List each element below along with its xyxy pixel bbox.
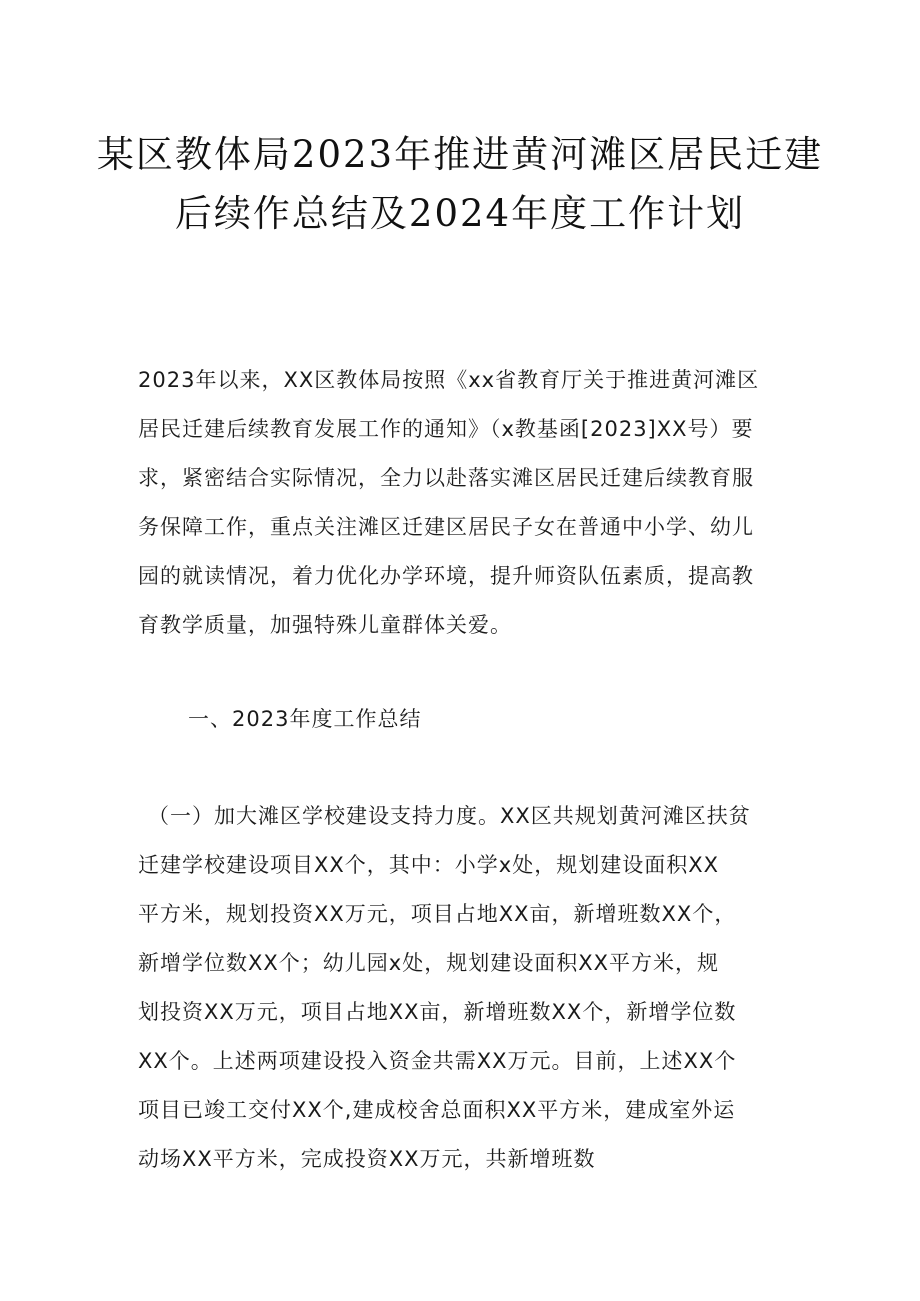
intro-line: 育教学质量，加强特殊儿童群体关爱。 bbox=[138, 613, 512, 637]
section-1-line: （一）加大滩区学校建设支持力度。XX区共规划黄河滩区扶贫 bbox=[148, 804, 751, 828]
intro-line: 2023年以来，XX区教体局按照《xx省教育厅关于推进黄河滩区 bbox=[138, 368, 760, 392]
intro-line: 务保障工作，重点关注滩区迁建区居民子女在普通中小学、幼儿 bbox=[138, 515, 754, 539]
section-heading bbox=[188, 695, 848, 744]
intro-line: 求，紧密结合实际情况，全力以赴落实滩区居民迁建后续教育服 bbox=[138, 466, 754, 490]
section-1-line: 迁建学校建设项目XX个，其中：小学x处，规划建设面积XX bbox=[138, 853, 719, 877]
section-1-line: XX个。上述两项建设投入资金共需XX万元。目前，上述XX个 bbox=[138, 1049, 737, 1073]
section-heading-text: 一、2023年度工作总结 bbox=[188, 707, 422, 731]
intro-line: 园的就读情况，着力优化办学环境，提升师资队伍素质，提高教 bbox=[138, 564, 754, 588]
intro-paragraph bbox=[138, 356, 798, 650]
section-1-line: 平方米，规划投资XX万元，项目占地XX亩，新增班数XX个， bbox=[138, 902, 737, 926]
section-1-line: 动场XX平方米，完成投资XX万元，共新增班数 bbox=[138, 1147, 596, 1171]
section-1-line: 项目已竣工交付XX个,建成校舍总面积XX平方米，建成室外运 bbox=[138, 1098, 736, 1122]
document-title-line-1: 某区教体局2023年推进黄河滩区居民迁建 bbox=[96, 133, 824, 176]
document-title-line-2: 后续作总结及2024年度工作计划 bbox=[174, 192, 746, 235]
section-1-line: 新增学位数XX个；幼儿园x处，规划建设面积XX平方米，规 bbox=[138, 951, 719, 975]
section-1-line: 划投资XX万元，项目占地XX亩，新增班数XX个，新增学位数 bbox=[138, 1000, 737, 1024]
section-1-paragraph bbox=[138, 792, 808, 1184]
intro-line: 居民迁建后续教育发展工作的通知》（x教基函[2023]XX号）要 bbox=[138, 417, 754, 441]
